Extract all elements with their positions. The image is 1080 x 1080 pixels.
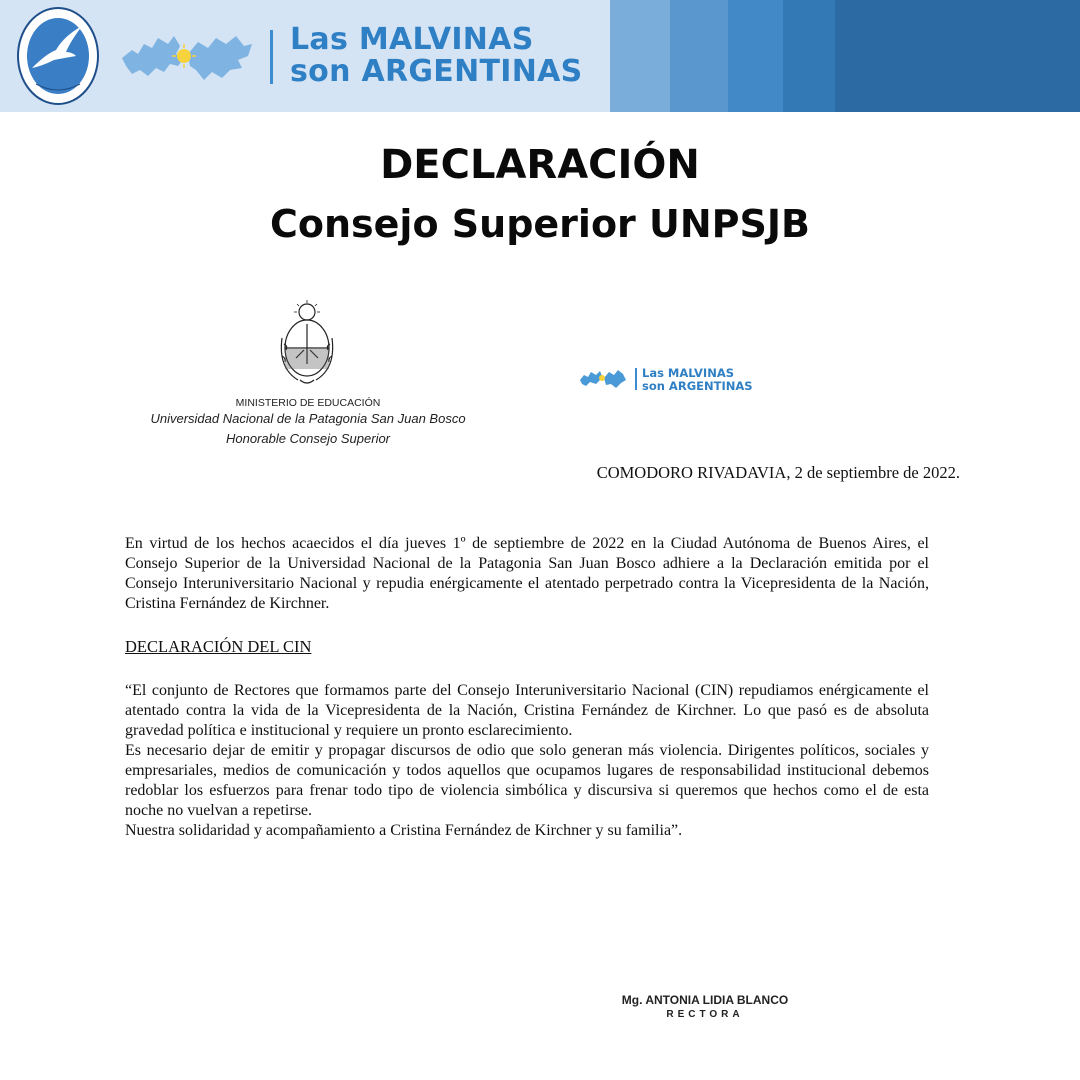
malvinas-islands-icon (118, 24, 258, 90)
cin-paragraph: “El conjunto de Rectores que formamos parte del Consejo Interuniversitario Nacional (CIN) repudiamos enérgicamente el atentado contra la vida de la Vicepresidenta de la Nación, Cristina Fernández de Kirchner. Lo que pasó es de absoluta gravedad política e institucional y requiere un pronto esclarecimiento. (125, 682, 929, 739)
campaign-line2: son ARGENTINAS (642, 379, 753, 393)
cin-paragraph: Es necesario dejar de emitir y propagar discursos de odio que solo generan más violencia. Dirigentes políticos, sociales y empresariales, medios de comunicación y todos aquellos que ocupamos lugares de responsabilidad institucional debemos redoblar los esfuerzos para frenar todo tipo de violencia simbólica y discursiva si queremos que hechos como el de esta noche no vuelvan a repetirse. (125, 742, 929, 819)
banner-stripe (670, 0, 728, 112)
banner-divider (270, 30, 273, 84)
banner-title-line2: son ARGENTINAS (290, 54, 583, 89)
signer-role: RECTORA (666, 1009, 744, 1020)
campaign-line1: Las MALVINAS (642, 366, 735, 380)
banner-title-line1: Las MALVINAS (290, 22, 534, 57)
banner-stripe (610, 0, 670, 112)
university-name: Universidad Nacional de la Patagonia San Juan Bosco (150, 411, 466, 426)
campaign-divider (635, 368, 637, 390)
cin-heading: DECLARACIÓN DEL CIN (125, 637, 312, 656)
escudo-nacional-icon (276, 298, 338, 388)
page-subtitle: Consejo Superior UNPSJB (269, 202, 810, 246)
malvinas-islands-small-icon (578, 366, 628, 392)
university-seal-icon (16, 6, 100, 106)
ministry-label: MINISTERIO DE EDUCACIÓN (235, 397, 381, 409)
header-banner (0, 0, 1080, 112)
cin-paragraph: Nuestra solidaridad y acompañamiento a Cristina Fernández de Kirchner y su familia”. (125, 822, 683, 839)
cin-declaration (125, 681, 929, 841)
page-title: DECLARACIÓN (380, 142, 700, 188)
letter-date: COMODORO RIVADAVIA, 2 de septiembre de 2022. (596, 463, 960, 482)
banner-stripe (728, 0, 783, 112)
banner-stripe (835, 0, 1080, 112)
signer-name: Mg. ANTONIA LIDIA BLANCO (621, 993, 789, 1007)
banner-stripe (783, 0, 835, 112)
council-name: Honorable Consejo Superior (225, 431, 391, 446)
intro-paragraph: En virtud de los hechos acaecidos el día jueves 1º de septiembre de 2022 en la Ciudad Autónoma de Buenos Aires, el Consejo Superior de la Universidad Nacional de la Patagonia San Juan Bosco adhiere a la Declaración emitida por el Consejo Interuniversitario Nacional y repudia enérgicamente el atentado perpetrado contra la Vicepresidenta de la Nación, Cristina Fernández de Kirchner. (125, 535, 929, 612)
